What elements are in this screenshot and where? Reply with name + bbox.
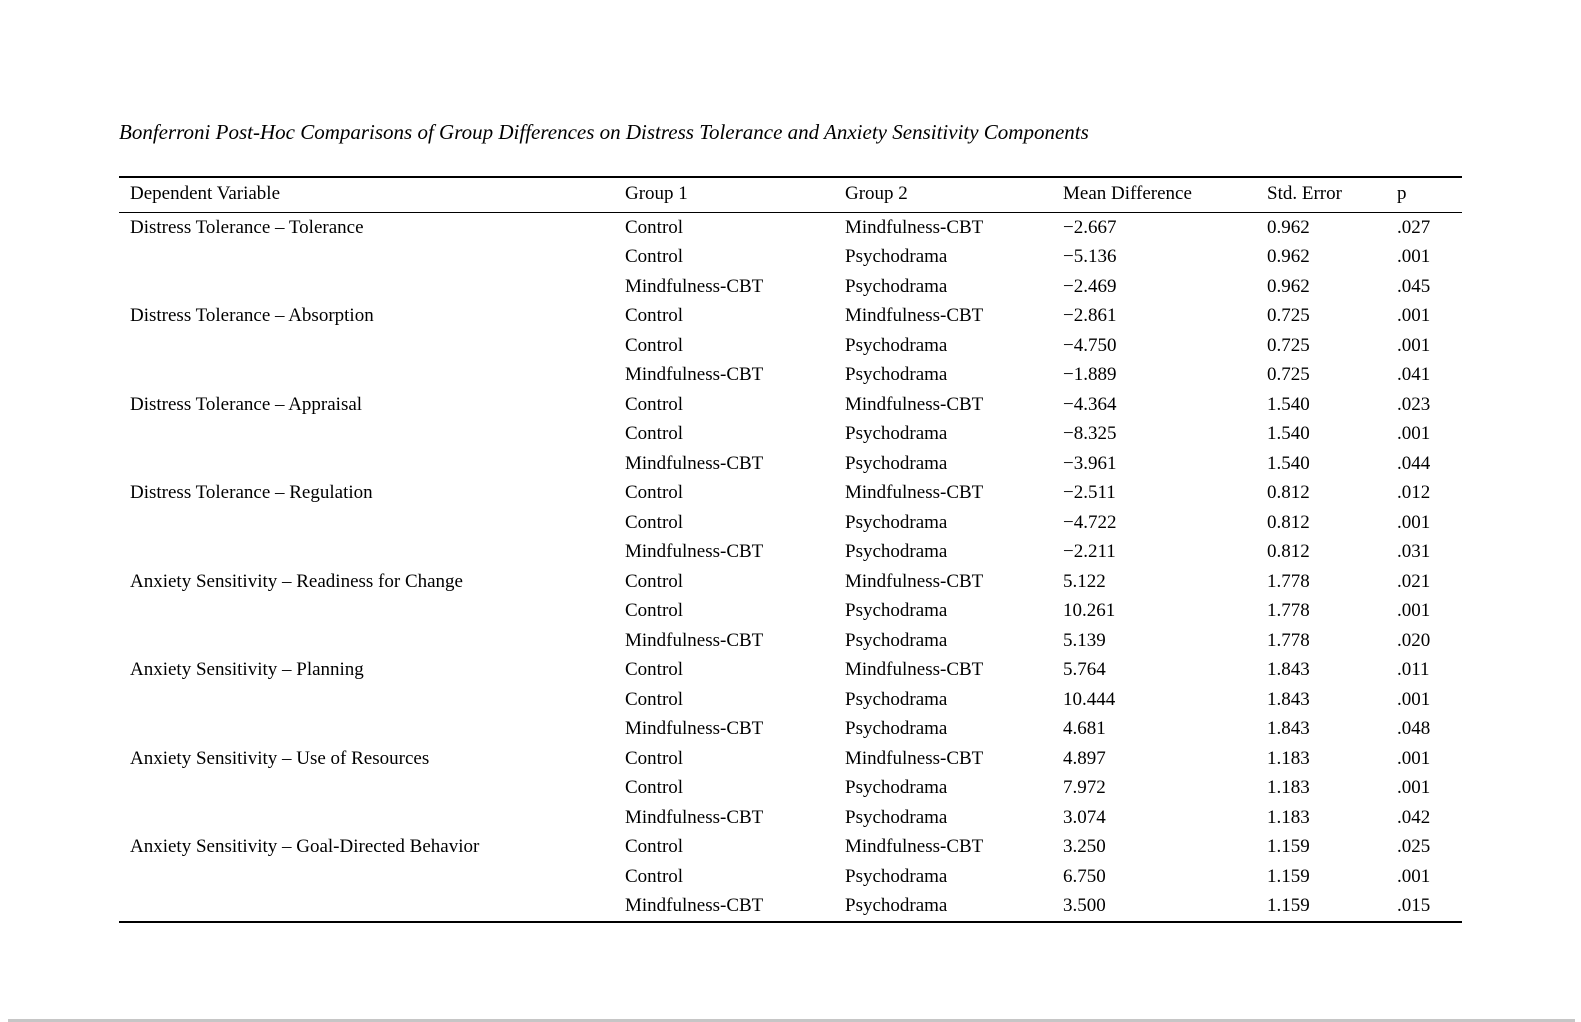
cell-mean-difference: 3.074 (1063, 806, 1106, 828)
cell-group1: Control (625, 334, 684, 356)
cell-std-error: 1.159 (1267, 836, 1310, 858)
cell-p: .015 (1397, 892, 1462, 923)
cell-group2: Mindfulness-CBT (845, 482, 984, 504)
cell-mean-difference: 3.250 (1063, 836, 1106, 858)
cell-dependent-variable (119, 361, 625, 391)
cell-mean-difference: 4.897 (1063, 747, 1106, 769)
table-row (119, 302, 1462, 332)
column-header-mean-difference: Mean Difference (1063, 177, 1267, 213)
cell-mean-difference: 10.261 (1063, 600, 1116, 622)
cell-std-error: 1.183 (1267, 806, 1310, 828)
table-row (119, 449, 1462, 479)
cell-group1: Mindfulness-CBT (625, 541, 764, 563)
cell-p: .021 (1397, 570, 1431, 592)
cell-group2: Psychodrama (845, 629, 948, 651)
cell-dependent-variable (119, 331, 625, 361)
table-row (119, 272, 1462, 302)
cell-dependent-variable: Anxiety Sensitivity – Use of Resources (130, 747, 430, 769)
cell-dependent-variable: Distress Tolerance – Absorption (130, 305, 374, 327)
cell-mean-difference: 5.139 (1063, 629, 1106, 651)
cell-group2: Mindfulness-CBT (845, 305, 984, 327)
cell-mean-difference: −4.722 (1063, 511, 1117, 533)
table-row (119, 390, 1462, 420)
cell-std-error: 1.778 (1267, 629, 1310, 651)
cell-mean-difference: −2.469 (1063, 275, 1117, 297)
cell-group1: Control (625, 777, 684, 799)
cell-p: .044 (1397, 452, 1431, 474)
column-header-p: p (1397, 177, 1462, 213)
cell-std-error: 0.725 (1267, 334, 1310, 356)
table-row (119, 361, 1462, 391)
table-row (119, 715, 1462, 745)
cell-p: .041 (1397, 364, 1431, 386)
cell-mean-difference: 6.750 (1063, 865, 1106, 887)
cell-group2: Psychodrama (845, 688, 948, 710)
cell-dependent-variable (119, 508, 625, 538)
cell-mean-difference: −2.511 (1063, 482, 1116, 504)
cell-group2: Psychodrama (845, 865, 948, 887)
cell-dependent-variable (119, 685, 625, 715)
cell-std-error: 0.962 (1267, 246, 1310, 268)
table-row (119, 420, 1462, 450)
cell-p: .001 (1397, 246, 1431, 268)
cell-p: .001 (1397, 334, 1431, 356)
cell-dependent-variable (119, 626, 625, 656)
cell-dependent-variable: Distress Tolerance – Appraisal (130, 393, 363, 415)
cell-group1: Control (625, 216, 684, 238)
table-title: Bonferroni Post-Hoc Comparisons of Group Differences on Distress Tolerance and Anxiety Sensitivity Components (119, 120, 1089, 144)
cell-group2: Mindfulness-CBT (845, 659, 984, 681)
cell-group1: Control (625, 482, 684, 504)
cell-p: .027 (1397, 216, 1431, 238)
cell-dependent-variable (119, 449, 625, 479)
table-row (119, 538, 1462, 568)
cell-group2: Mindfulness-CBT (845, 216, 984, 238)
cell-group2: Psychodrama (845, 452, 948, 474)
cell-p: .001 (1397, 688, 1431, 710)
cell-dependent-variable (119, 538, 625, 568)
cell-mean-difference: −5.136 (1063, 246, 1117, 268)
cell-std-error: 0.725 (1267, 364, 1310, 386)
table-row (119, 833, 1462, 863)
cell-p: .012 (1397, 482, 1431, 504)
cell-group2: Mindfulness-CBT (845, 393, 984, 415)
cell-group1: Mindfulness-CBT (625, 629, 764, 651)
cell-mean-difference: 7.972 (1063, 777, 1106, 799)
cell-std-error: 0.962 (1267, 216, 1310, 238)
cell-p: .001 (1397, 600, 1431, 622)
column-header-std-error: Std. Error (1267, 177, 1397, 213)
cell-group2: Psychodrama (845, 511, 948, 533)
cell-group2: Psychodrama (845, 364, 948, 386)
cell-p: .001 (1397, 423, 1431, 445)
cell-dependent-variable: Distress Tolerance – Regulation (130, 482, 373, 504)
cell-p: .020 (1397, 629, 1431, 651)
cell-p: .045 (1397, 275, 1431, 297)
cell-group2: Psychodrama (845, 777, 948, 799)
cell-dependent-variable: Anxiety Sensitivity – Planning (130, 659, 364, 681)
cell-group2: Psychodrama (845, 423, 948, 445)
cell-std-error: 0.725 (1267, 305, 1310, 327)
table-row (119, 213, 1462, 243)
cell-std-error: 1.843 (1267, 688, 1310, 710)
cell-std-error: 1.183 (1267, 747, 1310, 769)
cell-std-error: 1.540 (1267, 393, 1310, 415)
table-row (119, 508, 1462, 538)
cell-group1: Mindfulness-CBT (625, 275, 764, 297)
cell-mean-difference: 5.122 (1063, 570, 1106, 592)
cell-dependent-variable (119, 272, 625, 302)
cell-group1: Mindfulness-CBT (625, 892, 845, 923)
table-row (119, 656, 1462, 686)
cell-std-error: 1.778 (1267, 570, 1310, 592)
cell-group1: Control (625, 570, 684, 592)
table-body (119, 213, 1462, 923)
cell-dependent-variable: Distress Tolerance – Tolerance (130, 216, 364, 238)
cell-group1: Mindfulness-CBT (625, 806, 764, 828)
cell-std-error: 0.812 (1267, 482, 1310, 504)
cell-group1: Control (625, 305, 684, 327)
cell-mean-difference: −2.861 (1063, 305, 1117, 327)
cell-group2: Psychodrama (845, 892, 1063, 923)
table-row (119, 331, 1462, 361)
cell-p: .011 (1397, 659, 1430, 681)
table-row (119, 685, 1462, 715)
cell-p: .023 (1397, 393, 1431, 415)
cell-mean-difference: 10.444 (1063, 688, 1116, 710)
cell-group1: Control (625, 246, 684, 268)
table-row (119, 597, 1462, 627)
cell-group2: Psychodrama (845, 246, 948, 268)
cell-std-error: 1.159 (1267, 892, 1397, 923)
cell-group1: Control (625, 659, 684, 681)
cell-group2: Psychodrama (845, 600, 948, 622)
cell-std-error: 1.843 (1267, 718, 1310, 740)
cell-mean-difference: −2.667 (1063, 216, 1117, 238)
cell-std-error: 1.843 (1267, 659, 1310, 681)
cell-group1: Mindfulness-CBT (625, 718, 764, 740)
cell-group1: Mindfulness-CBT (625, 452, 764, 474)
cell-group1: Control (625, 600, 684, 622)
cell-mean-difference: −8.325 (1063, 423, 1117, 445)
column-header-group2: Group 2 (845, 177, 1063, 213)
table-row (119, 862, 1462, 892)
cell-p: .001 (1397, 777, 1431, 799)
cell-std-error: 1.183 (1267, 777, 1310, 799)
cell-group1: Control (625, 511, 684, 533)
cell-group1: Control (625, 423, 684, 445)
cell-mean-difference: 4.681 (1063, 718, 1106, 740)
column-header-dependent-variable: Dependent Variable (119, 177, 625, 213)
cell-p: .031 (1397, 541, 1431, 563)
cell-mean-difference: −1.889 (1063, 364, 1117, 386)
cell-p: .048 (1397, 718, 1431, 740)
cell-p: .025 (1397, 836, 1431, 858)
cell-dependent-variable: Anxiety Sensitivity – Readiness for Change (130, 570, 463, 592)
cell-std-error: 0.812 (1267, 511, 1310, 533)
table-row (119, 803, 1462, 833)
cell-std-error: 0.962 (1267, 275, 1310, 297)
cell-p: .001 (1397, 305, 1431, 327)
cell-group2: Mindfulness-CBT (845, 747, 984, 769)
cell-group2: Mindfulness-CBT (845, 836, 984, 858)
table-row (119, 479, 1462, 509)
cell-std-error: 1.159 (1267, 865, 1310, 887)
cell-dependent-variable (119, 715, 625, 745)
cell-mean-difference: −4.750 (1063, 334, 1117, 356)
posthoc-comparisons-table (119, 176, 1462, 923)
cell-group2: Psychodrama (845, 718, 948, 740)
cell-dependent-variable (119, 803, 625, 833)
cell-p: .042 (1397, 806, 1431, 828)
cell-std-error: 1.540 (1267, 452, 1310, 474)
cell-mean-difference: −2.211 (1063, 541, 1116, 563)
cell-p: .001 (1397, 865, 1431, 887)
cell-group1: Control (625, 836, 684, 858)
cell-mean-difference: 3.500 (1063, 892, 1267, 923)
cell-dependent-variable (119, 892, 625, 923)
cell-mean-difference: −4.364 (1063, 393, 1117, 415)
cell-group2: Psychodrama (845, 541, 948, 563)
cell-mean-difference: −3.961 (1063, 452, 1117, 474)
cell-dependent-variable: Anxiety Sensitivity – Goal-Directed Behavior (130, 836, 480, 858)
cell-dependent-variable (119, 420, 625, 450)
cell-dependent-variable (119, 243, 625, 273)
cell-p: .001 (1397, 747, 1431, 769)
cell-dependent-variable (119, 597, 625, 627)
table-row (119, 892, 1462, 923)
table-row (119, 626, 1462, 656)
cell-group1: Control (625, 393, 684, 415)
table-header (119, 177, 1462, 213)
cell-mean-difference: 5.764 (1063, 659, 1106, 681)
cell-std-error: 1.540 (1267, 423, 1310, 445)
cell-std-error: 1.778 (1267, 600, 1310, 622)
cell-group1: Control (625, 747, 684, 769)
cell-group2: Psychodrama (845, 806, 948, 828)
table-row (119, 243, 1462, 273)
cell-group2: Psychodrama (845, 275, 948, 297)
cell-std-error: 0.812 (1267, 541, 1310, 563)
cell-group1: Control (625, 865, 684, 887)
table-row (119, 567, 1462, 597)
table-row (119, 774, 1462, 804)
column-header-group1: Group 1 (625, 177, 845, 213)
cell-group2: Psychodrama (845, 334, 948, 356)
cell-dependent-variable (119, 774, 625, 804)
cell-p: .001 (1397, 511, 1431, 533)
cell-group2: Mindfulness-CBT (845, 570, 984, 592)
cell-group1: Mindfulness-CBT (625, 364, 764, 386)
header-row (119, 177, 1462, 213)
cell-dependent-variable (119, 862, 625, 892)
table-row (119, 744, 1462, 774)
cell-group1: Control (625, 688, 684, 710)
